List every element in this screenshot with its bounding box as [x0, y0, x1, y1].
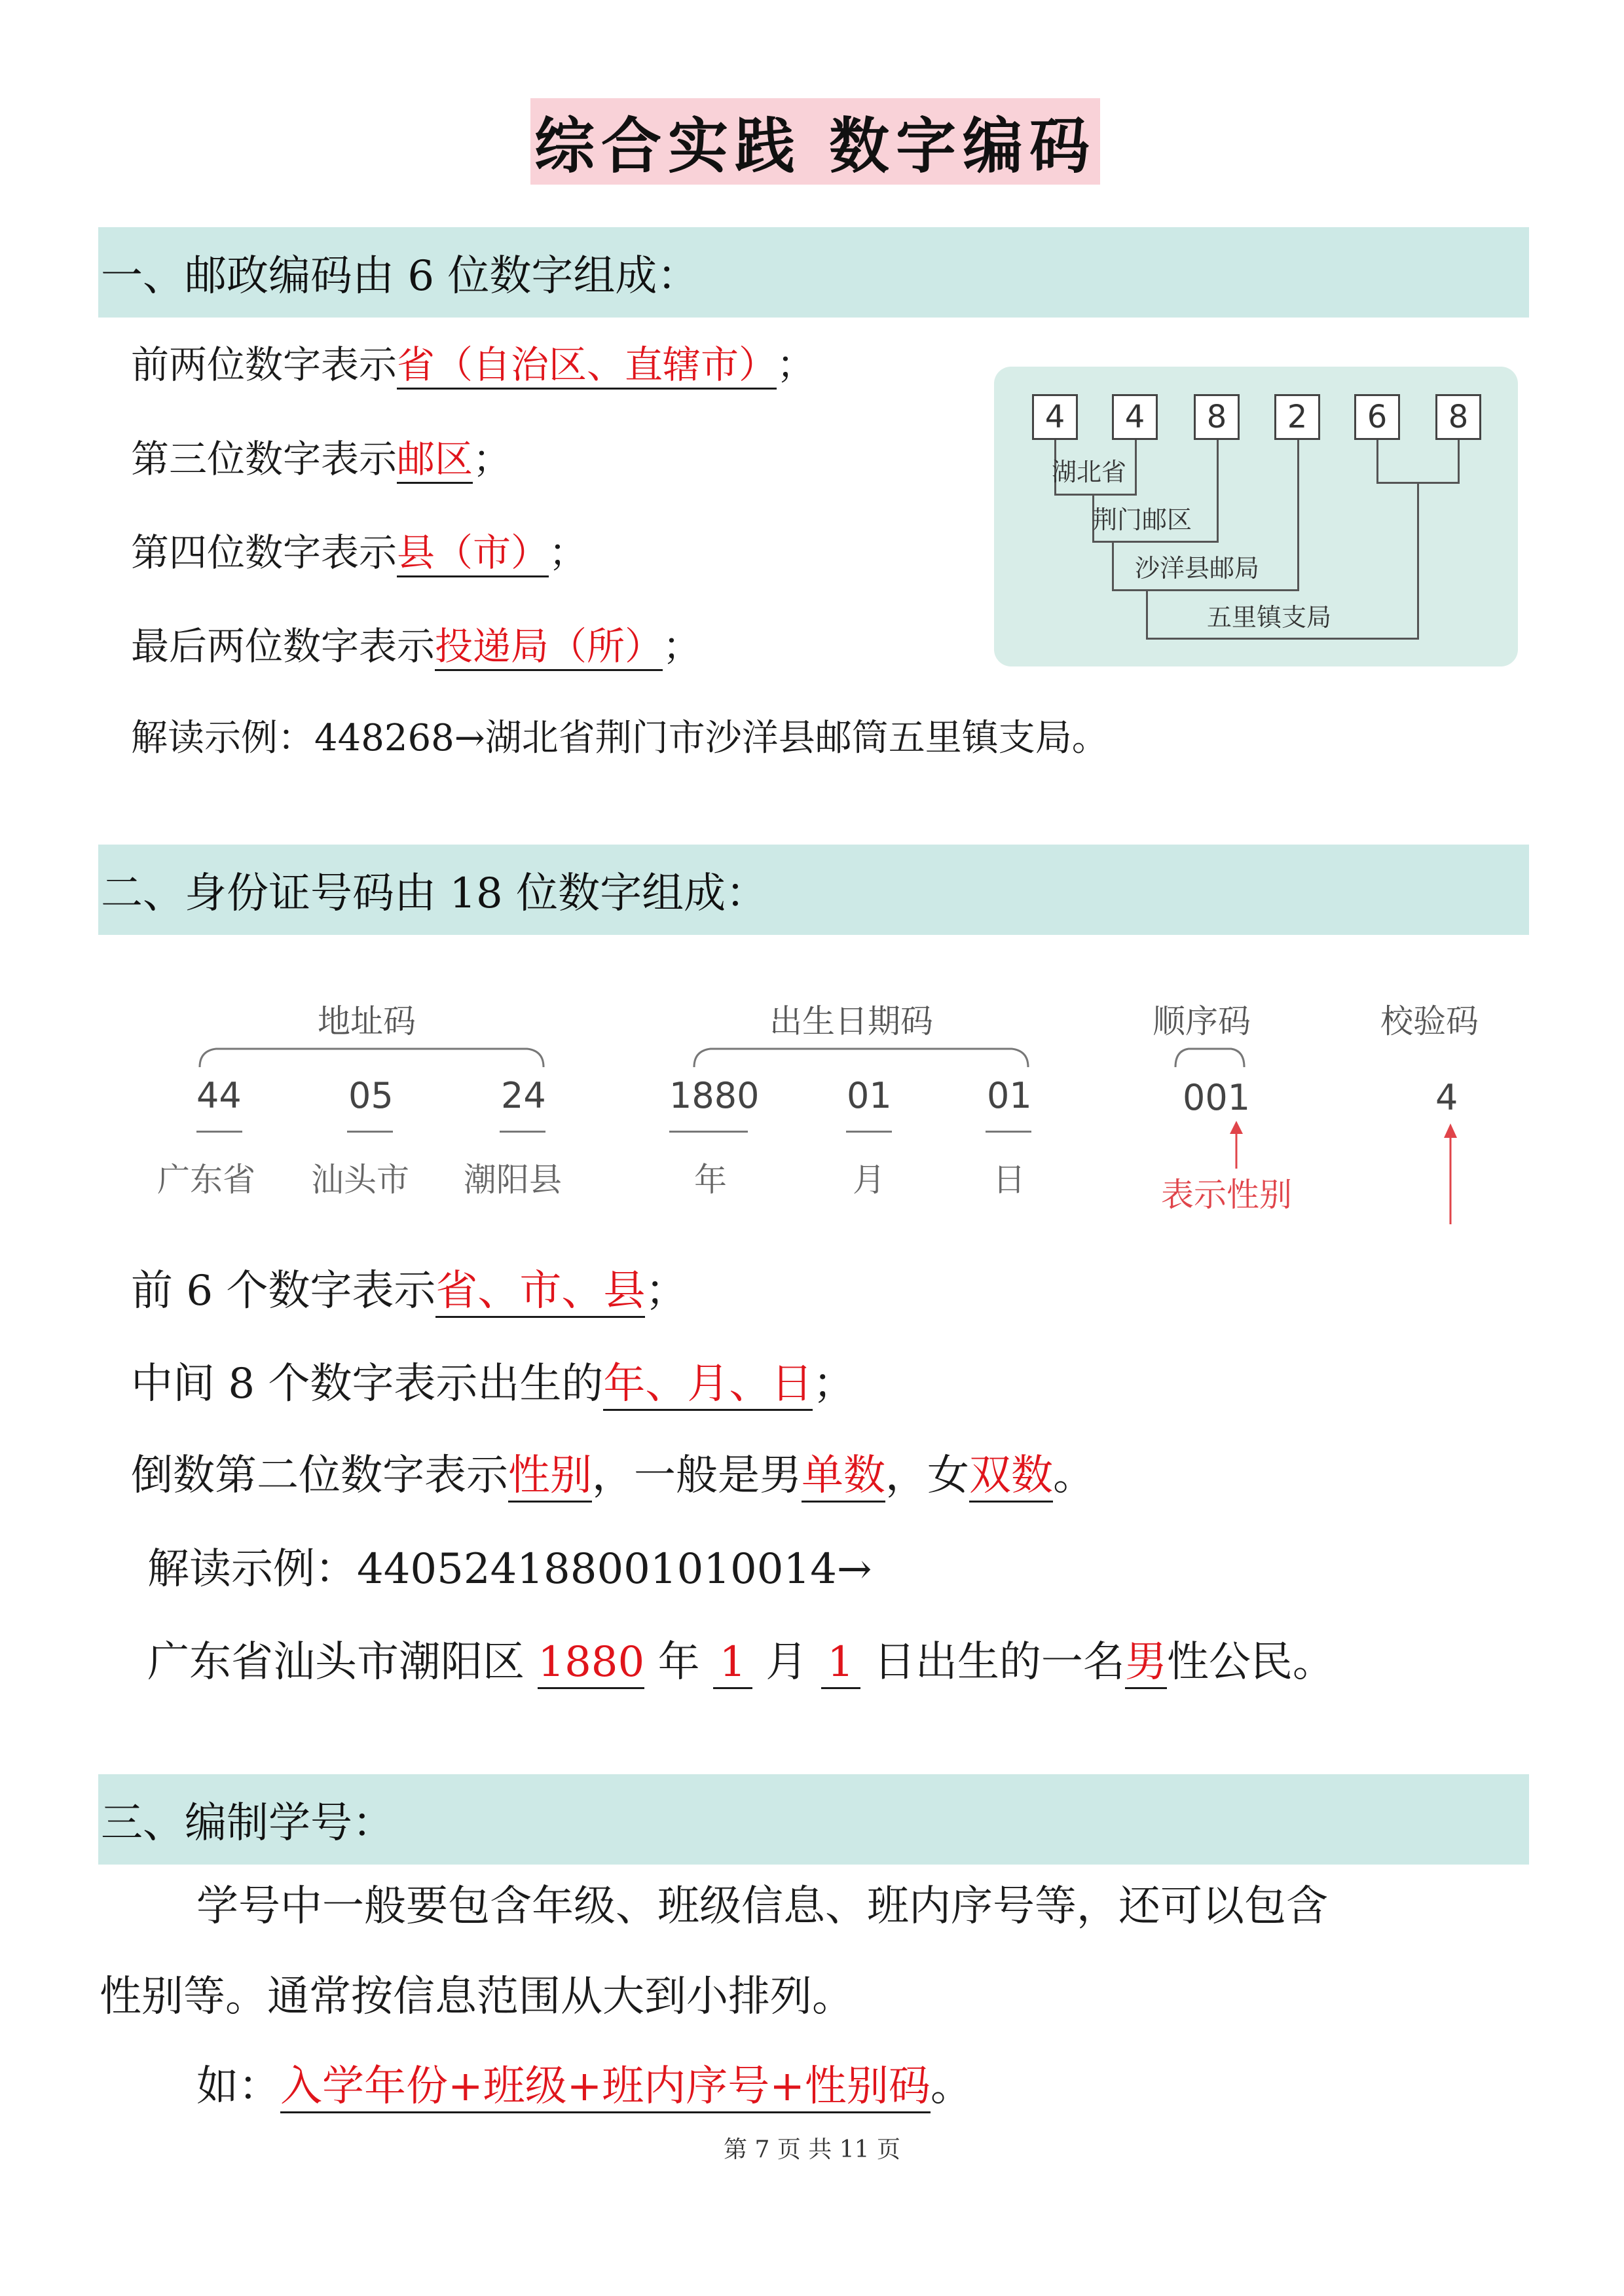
label-sequence-code: 顺序码: [1153, 1002, 1251, 1040]
id-num-city: 05: [348, 1075, 394, 1116]
id-num-day: 01: [987, 1075, 1032, 1116]
label-check-code: 校验码: [1380, 1002, 1479, 1040]
postal-digit-box: 2: [1274, 394, 1320, 440]
postal-line-4: [131, 624, 701, 671]
sub-day: 日: [993, 1161, 1025, 1199]
postal-line-1: [131, 342, 815, 390]
section3-example: [196, 2062, 972, 2113]
id-line-3: [131, 1451, 1095, 1503]
label-jingmen: 荆门邮区: [1092, 505, 1192, 534]
answer-province: 省（自治区、直辖市）: [397, 346, 777, 390]
section1-heading-band: [98, 227, 1529, 318]
answer-date: 年、月、日: [603, 1363, 813, 1411]
line-end: ；: [663, 624, 701, 668]
id-example: 解读示例：440524188001010014→: [147, 1545, 872, 1594]
answer-even: 双数: [969, 1455, 1053, 1503]
line-prefix: 最后两位数字表示: [131, 624, 435, 668]
page-footer: 第 7 页 共 11 页: [724, 2136, 900, 2163]
sub-month: 月: [853, 1161, 885, 1199]
section3-heading-band: [98, 1774, 1529, 1865]
line-end: ；: [549, 530, 587, 575]
id-num-sequence: 001: [1183, 1077, 1251, 1118]
postal-digit-box: 4: [1032, 394, 1078, 440]
line-end: ；: [645, 1267, 688, 1315]
label-address-code: 地址码: [318, 1002, 416, 1040]
answer-delivery-office: 投递局（所）: [435, 627, 663, 671]
postal-line-2: [131, 437, 511, 484]
example-text: 月: [752, 1638, 821, 1686]
answer-county: 县（市）: [397, 534, 549, 577]
section3-paragraph-1: 学号中一般要包含年级、班级信息、班内序号等，还可以包含: [196, 1882, 1328, 1931]
page-title: [530, 98, 1100, 185]
answer-odd: 单数: [802, 1455, 885, 1503]
id-num-year: 1880: [669, 1075, 760, 1116]
answer-gender: 性别: [508, 1455, 592, 1503]
section3-paragraph-2: 性别等。通常按信息范围从大到小排列。: [100, 1973, 854, 2021]
line-end: ；: [813, 1360, 855, 1408]
example-text: 日出生的一名: [860, 1638, 1125, 1686]
postal-digit-box: 8: [1194, 394, 1240, 440]
line-prefix: 中间 8 个数字表示出生的: [131, 1360, 604, 1408]
id-number-diagram: [0, 969, 1624, 1231]
line-prefix: 第四位数字表示: [131, 530, 397, 575]
example-text: 年: [644, 1638, 713, 1686]
answer-male: 男: [1125, 1641, 1167, 1689]
id-line-2: [131, 1360, 855, 1411]
example-prefix: 如：: [196, 2062, 280, 2111]
gender-note: 表示性别: [1161, 1176, 1292, 1214]
line-prefix: 前两位数字表示: [131, 342, 397, 387]
example-text: 广东省汕头市潮阳区: [147, 1638, 538, 1686]
id-num-province: 44: [196, 1075, 242, 1116]
line-mid: ，女: [885, 1451, 969, 1500]
page-title-text: 综合实践 数字编码: [534, 111, 1097, 181]
line-end: 。: [930, 2062, 972, 2111]
sub-chaoyang: 潮阳县: [464, 1161, 562, 1199]
section2-heading-band: [98, 845, 1529, 935]
sub-guangdong: 广东省: [157, 1161, 255, 1199]
id-num-county: 24: [501, 1075, 546, 1116]
line-end: ；: [777, 342, 815, 387]
section1-heading: 一、邮政编码由 6 位数字组成：: [101, 252, 699, 301]
section2-heading: 二、身份证号码由 18 位数字组成：: [101, 869, 768, 918]
postal-code-diagram: [994, 367, 1518, 666]
postal-example: 解读示例：448268→湖北省荆门市沙洋县邮筒五里镇支局。: [131, 717, 1109, 759]
postal-line-3: [131, 530, 587, 577]
line-end: ；: [473, 437, 511, 481]
line-end: 。: [1053, 1451, 1095, 1500]
answer-postal-district: 邮区: [397, 440, 473, 484]
postal-digit-box: 8: [1435, 394, 1481, 440]
example-text: 性公民。: [1166, 1638, 1335, 1686]
answer-region: 省、市、县: [435, 1270, 645, 1318]
line-prefix: 第三位数字表示: [131, 437, 397, 481]
section3-heading: 三、编制学号：: [101, 1799, 394, 1848]
sub-year: 年: [694, 1161, 727, 1199]
label-wuli: 五里镇支局: [1207, 603, 1332, 632]
postal-digit-box: 6: [1354, 394, 1400, 440]
line-mid: ，一般是男: [592, 1451, 802, 1500]
sub-shantou: 汕头市: [311, 1161, 409, 1199]
answer-year: 1880: [538, 1641, 644, 1689]
line-prefix: 前 6 个数字表示: [131, 1267, 436, 1315]
id-num-check: 4: [1435, 1077, 1458, 1118]
postal-digit-box: 4: [1112, 394, 1158, 440]
id-num-month: 01: [847, 1075, 892, 1116]
answer-student-id-format: 入学年份+班级+班内序号+性别码: [280, 2066, 931, 2113]
gender-arrows: [0, 969, 1624, 1231]
id-line-1: [131, 1267, 688, 1318]
id-example-result: [147, 1638, 1335, 1689]
label-birthdate-code: 出生日期码: [769, 1002, 933, 1040]
line-prefix: 倒数第二位数字表示: [131, 1451, 508, 1500]
label-shayang: 沙洋县邮局: [1135, 554, 1260, 583]
answer-month: 1: [713, 1641, 752, 1689]
answer-day: 1: [821, 1641, 860, 1689]
label-hubei: 湖北省: [1052, 458, 1127, 486]
